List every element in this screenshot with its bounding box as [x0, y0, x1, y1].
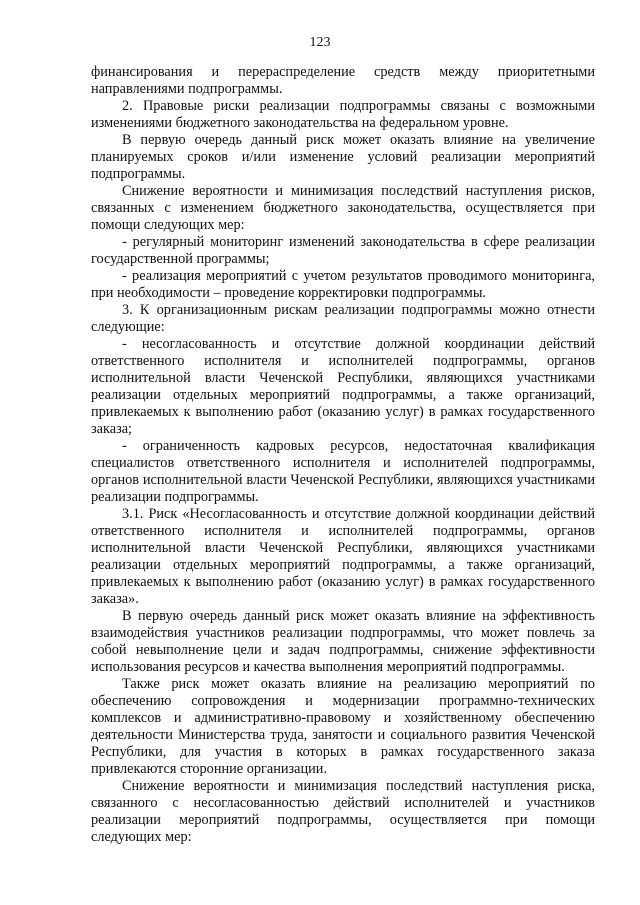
paragraph: Снижение вероятности и минимизация последствий наступления рисков, связанных с изменением бюджетного законодательства, осуществляется при помощи следующих мер: [91, 183, 595, 233]
list-item: - регулярный мониторинг изменений законодательства в сфере реализации государственной программы; [91, 234, 595, 267]
paragraph: 2. Правовые риски реализации подпрограммы связаны с возможными изменениями бюджетного законодательства на федеральном уровне. [91, 98, 595, 131]
paragraph: финансирования и перераспределение средств между приоритетными направлениями подпрограммы. [91, 64, 595, 97]
list-item: - несогласованность и отсутствие должной координации действий ответственного исполнителя и исполнителей подпрограммы, органов исполнительной власти Чеченской Республики, являющихся участниками реализации отдельных мероприятий подпрограммы, а также организаций, привлекаемых к выполнению работ (оказанию услуг) в рамках государственного заказа; [91, 336, 595, 437]
body-text [91, 64, 595, 846]
paragraph: В первую очередь данный риск может оказать влияние на увеличение планируемых сроков и/или изменение условий реализации мероприятий подпрограммы. [91, 132, 595, 182]
page-number: 123 [309, 35, 331, 50]
paragraph: Также риск может оказать влияние на реализацию мероприятий по обеспечению сопровождения и модернизации программно-технических комплексов и административно-правовому и хозяйственному обеспечению деятельности Министерства труда, занятости и социального развития Чеченской Республики, для участия в которых в рамках государственного заказа привлекаются сторонние организации. [91, 676, 595, 777]
paragraph: 3.1. Риск «Несогласованность и отсутствие должной координации действий ответственного исполнителя и исполнителей подпрограммы, органов исполнительной власти Чеченской Республики, являющихся участниками реализации отдельных мероприятий подпрограммы, а также организаций, привлекаемых к выполнению работ (оказанию услуг) в рамках государственного заказа». [91, 506, 595, 607]
paragraph: Снижение вероятности и минимизация последствий наступления риска, связанного с несогласованностью действий исполнителей и участников реализации мероприятий подпрограммы, осуществляется при помощи следующих мер: [91, 778, 595, 845]
paragraph: В первую очередь данный риск может оказать влияние на эффективность взаимодействия участников реализации подпрограммы, что может повлечь за собой невыполнение цели и задач подпрограммы, снижение эффективности использования ресурсов и качества выполнения мероприятий подпрограммы. [91, 608, 595, 675]
paragraph: 3. К организационным рискам реализации подпрограммы можно отнести следующие: [91, 302, 595, 335]
list-item: - реализация мероприятий с учетом результатов проводимого мониторинга, при необходимости – проведение корректировки подпрограммы. [91, 268, 595, 301]
list-item: - ограниченность кадровых ресурсов, недостаточная квалификация специалистов ответственного исполнителя и исполнителей подпрограммы, органов исполнительной власти Чеченской Республики, являющихся участниками реализации подпрограммы. [91, 438, 595, 505]
